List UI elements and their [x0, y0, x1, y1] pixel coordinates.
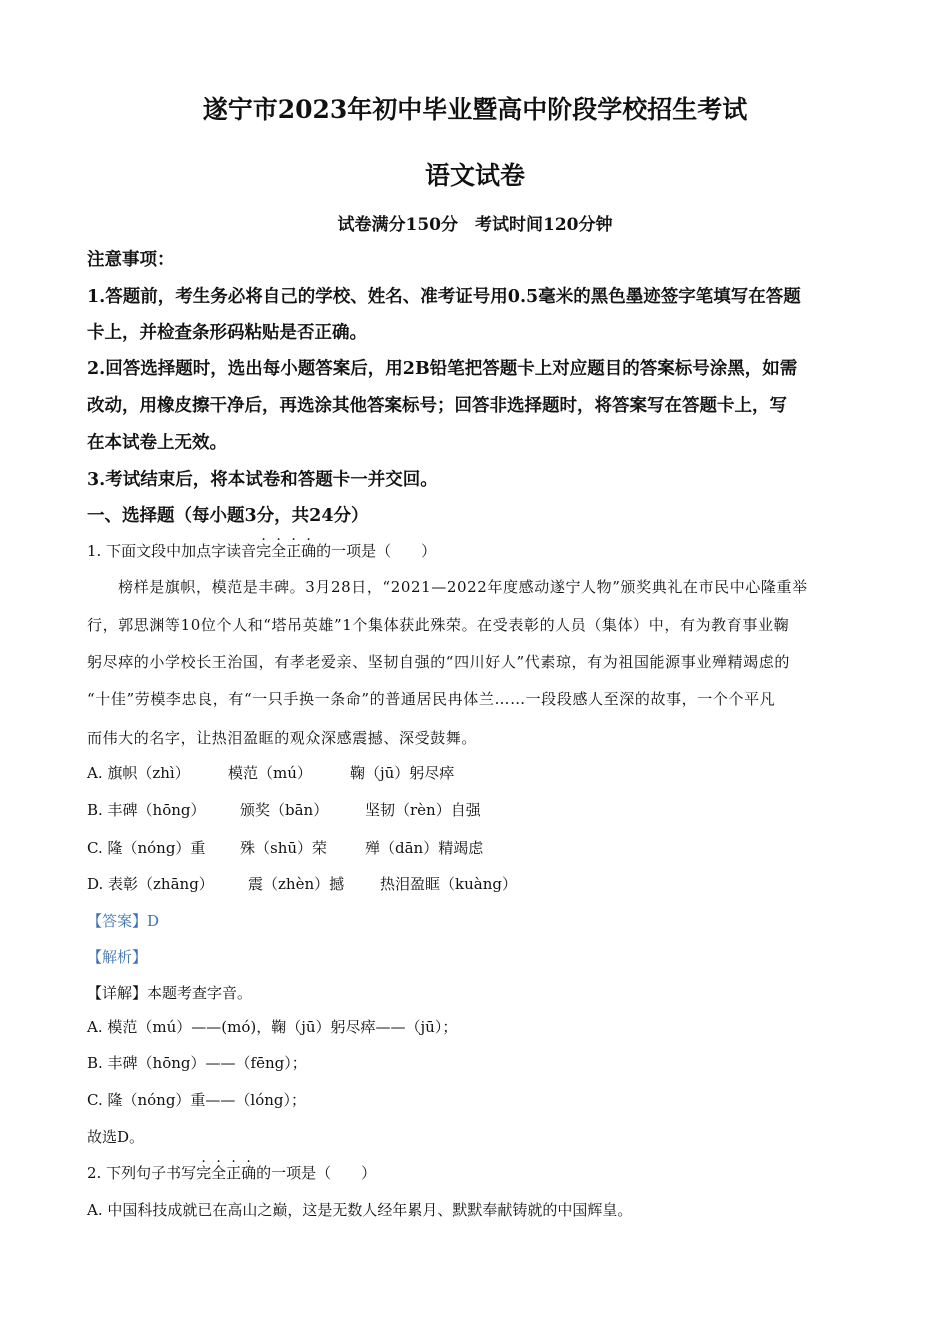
notice-heading: 注意事项：	[87, 250, 175, 270]
option-b-part-1: B. 丰碑（hōng）	[87, 801, 206, 819]
option-b-part-3: 坚韧（rèn）自强	[365, 801, 481, 819]
emphasis-char: 完	[256, 542, 272, 560]
question-2-stem	[87, 1162, 376, 1183]
emphasis-char: 确	[241, 1164, 257, 1182]
emphasis-char: 正	[226, 1164, 242, 1182]
option-c-part-2: 殊（shū）荣	[240, 839, 328, 857]
option-a-part-3: 鞠（jū）躬尽瘁	[350, 764, 455, 782]
option-d-part-1: D. 表彰（zhāng）	[87, 875, 214, 893]
notice-item-2-line-3: 在本试卷上无效。	[87, 433, 227, 453]
option-d-part-2: 震（zhèn）撼	[248, 875, 345, 893]
passage-line-5: 而伟大的名字，让热泪盈眶的观众深感震撼、深受鼓舞。	[87, 729, 478, 747]
option-a-part-2: 模范（mú）	[228, 764, 312, 782]
question-2-emphasis	[196, 1164, 256, 1182]
emphasis-char: 全	[211, 1164, 227, 1182]
passage-line-4: “十佳”劳模李忠良，有“一只手换一条命”的普通居民冉体兰……一段段感人至深的故事，一个个平凡	[87, 690, 776, 708]
passage-line-2: 行，郭思渊等10位个人和“塔吊英雄”1个集体获此殊荣。在受表彰的人员（集体）中，有为教育事业鞠	[87, 616, 790, 634]
exam-title: 遂宁市2023年初中毕业暨高中阶段学校招生考试	[202, 95, 748, 124]
question-2-stem-start: 2. 下列句子书写	[87, 1164, 197, 1182]
question-2-option-a: A. 中国科技成就已在高山之巅，这是无数人经年累月、默默奉献铸就的中国辉皇。	[87, 1201, 633, 1219]
question-1-stem	[87, 540, 436, 561]
question-1-stem-start: 1. 下面文段中加点字读音	[87, 542, 257, 560]
passage-line-1: 榜样是旗帜，模范是丰碑。3月28日，“2021—2022年度感动遂宁人物”颁奖典礼在市民中心隆重举	[118, 578, 808, 596]
emphasis-char: 确	[301, 542, 317, 560]
emphasis-char: 正	[286, 542, 302, 560]
option-d-part-3: 热泪盈眶（kuàng）	[380, 875, 517, 893]
explain-c: C. 隆（nóng）重——（lóng）；	[87, 1091, 307, 1109]
option-c-part-3: 殚（dān）精竭虑	[365, 839, 484, 857]
question-2-stem-end: 的一项是（ ）	[256, 1164, 377, 1182]
question-1-emphasis	[256, 542, 316, 560]
passage-line-3: 躬尽瘁的小学校长王治国，有孝老爱亲、坚韧自强的“四川好人”代素琼，有为祖国能源事业殚精竭虑的	[87, 653, 790, 671]
notice-item-2-line-2: 改动，用橡皮擦干净后，再选涂其他答案标号；回答非选择题时，将答案写在答题卡上，写	[87, 396, 787, 416]
conclusion-line: 故选D。	[87, 1128, 145, 1146]
notice-item-3: 3.考试结束后，将本试卷和答题卡一并交回。	[87, 470, 438, 490]
emphasis-char: 完	[196, 1164, 212, 1182]
option-a-part-1: A. 旗帜（zhì）	[87, 764, 190, 782]
answer-label: 【答案】D	[87, 912, 160, 930]
detail-line: 【详解】本题考查字音。	[87, 984, 253, 1002]
analysis-label: 【解析】	[87, 948, 148, 966]
score-time-line: 试卷满分150分 考试时间120分钟	[337, 215, 613, 235]
notice-item-1-line-2: 卡上，并检查条形码粘贴是否正确。	[87, 323, 367, 343]
emphasis-char: 全	[271, 542, 287, 560]
question-1-stem-end: 的一项是（ ）	[316, 542, 437, 560]
explain-b: B. 丰碑（hōng）——（fēng）；	[87, 1054, 307, 1072]
option-b-part-2: 颁奖（bān）	[240, 801, 329, 819]
explain-a: A. 模范（mú）——(mó)，鞠（jū）躬尽瘁——（jū）；	[87, 1018, 458, 1036]
notice-item-2-line-1: 2.回答选择题时，选出每小题答案后，用2B铅笔把答题卡上对应题目的答案标号涂黑，如需	[87, 359, 798, 379]
exam-subtitle: 语文试卷	[424, 161, 525, 190]
section-heading: 一、选择题（每小题3分，共24分）	[87, 506, 369, 526]
option-c-part-1: C. 隆（nóng）重	[87, 839, 206, 857]
notice-item-1-line-1: 1.答题前，考生务必将自己的学校、姓名、准考证号用0.5毫米的黑色墨迹签字笔填写在答题	[87, 287, 801, 307]
